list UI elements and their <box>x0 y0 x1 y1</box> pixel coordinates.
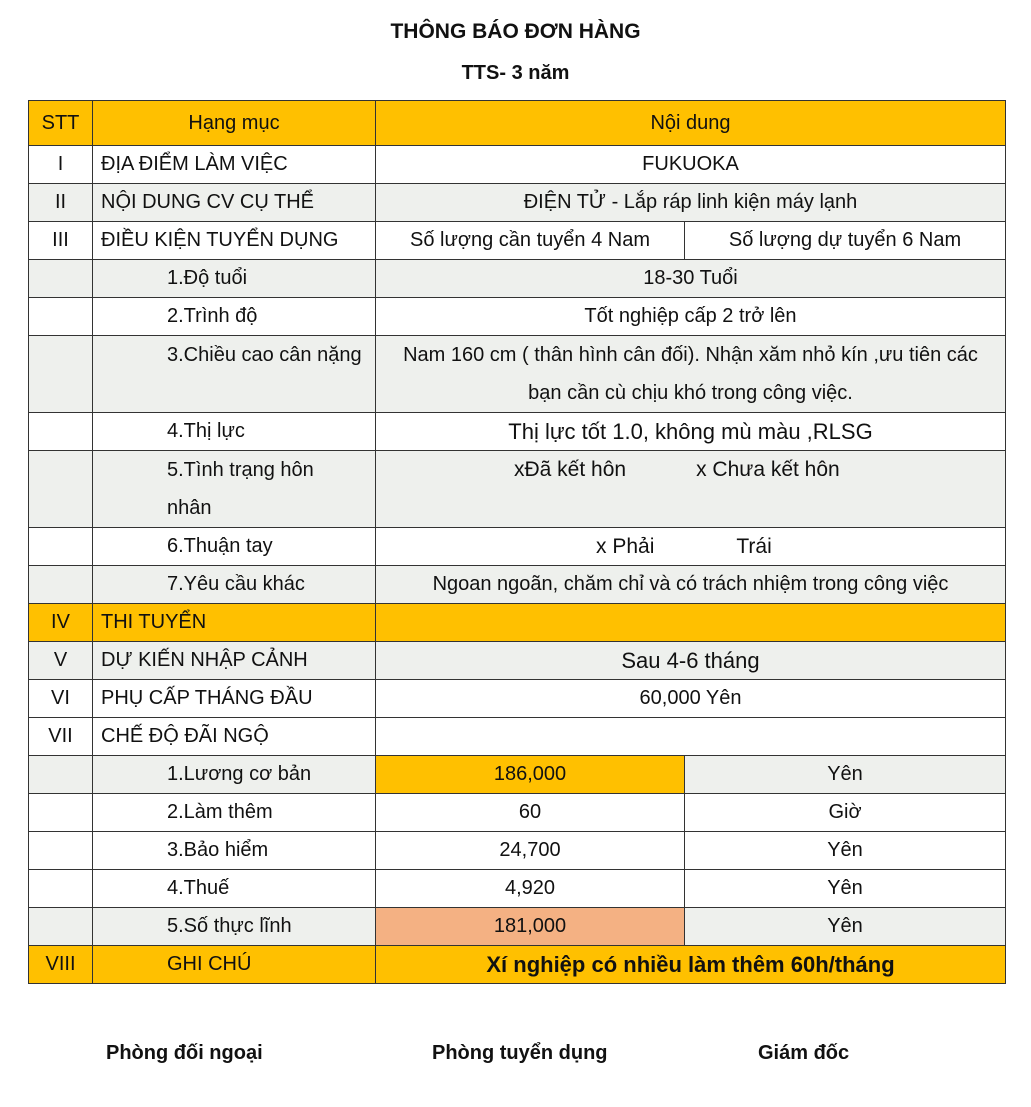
row-content: Nam 160 cm ( thân hình cân đối). Nhận xăm nhỏ kín ,ưu tiên các bạn cần cù chịu khó trong công việc. <box>376 336 1006 413</box>
row-stt: IV <box>29 604 93 642</box>
document-subtitle: TTS- 3 năm <box>461 62 570 84</box>
row-stt: VI <box>29 680 93 718</box>
salary-item: 5.Số thực lĩnh <box>93 908 376 946</box>
row-item: 1.Độ tuổi <box>93 260 376 298</box>
document-title: THÔNG BÁO ĐƠN HÀNG <box>390 20 641 43</box>
row-item: NỘI DUNG CV CỤ THỂ <box>93 184 376 222</box>
row-content: Xí nghiệp có nhiều làm thêm 60h/tháng <box>376 946 1006 984</box>
row-item: THI TUYỂN <box>93 604 376 642</box>
salary-unit: Yên <box>685 756 1006 794</box>
row-stt: II <box>29 184 93 222</box>
salary-value: 60 <box>376 794 685 832</box>
row-content: 18-30 Tuổi <box>376 260 1006 298</box>
table-row <box>29 528 1006 566</box>
salary-row <box>29 832 1006 870</box>
row-content: Sau 4-6 tháng <box>376 642 1006 680</box>
salary-row <box>29 794 1006 832</box>
salary-item: 2.Làm thêm <box>93 794 376 832</box>
row-content-2: Số lượng dự tuyển 6 Nam <box>685 222 1006 260</box>
salary-item: 3.Bảo hiểm <box>93 832 376 870</box>
table-row <box>29 680 1006 718</box>
salary-row <box>29 756 1006 794</box>
table-row <box>29 604 1006 642</box>
salary-item: 4.Thuế <box>93 870 376 908</box>
row-item: 3.Chiều cao cân nặng <box>93 336 376 413</box>
signature-recruitment: Phòng tuyển dụng <box>432 1042 608 1064</box>
row-item: PHỤ CẤP THÁNG ĐẦU <box>93 680 376 718</box>
header-stt: STT <box>29 101 93 146</box>
row-item: 6.Thuận tay <box>93 528 376 566</box>
table-row <box>29 451 1006 528</box>
row-item: CHẾ ĐỘ ĐÃI NGỘ <box>93 718 376 756</box>
salary-value: 4,920 <box>376 870 685 908</box>
salary-unit: Yên <box>685 832 1006 870</box>
row-content: ĐIỆN TỬ - Lắp ráp linh kiện máy lạnh <box>376 184 1006 222</box>
salary-row <box>29 908 1006 946</box>
order-table <box>28 100 1006 984</box>
table-row <box>29 298 1006 336</box>
married-option: xĐã kết hôn <box>514 458 627 481</box>
salary-row <box>29 870 1006 908</box>
row-item: 7.Yêu cầu khác <box>93 566 376 604</box>
row-content: Thị lực tốt 1.0, không mù màu ,RLSG <box>376 413 1006 451</box>
row-stt: I <box>29 146 93 184</box>
salary-value: 24,700 <box>376 832 685 870</box>
row-item: 2.Trình độ <box>93 298 376 336</box>
salary-value: 186,000 <box>376 756 685 794</box>
salary-unit: Giờ <box>685 794 1006 832</box>
table-row <box>29 184 1006 222</box>
salary-unit: Yên <box>685 908 1006 946</box>
row-item: 4.Thị lực <box>93 413 376 451</box>
row-content: FUKUOKA <box>376 146 1006 184</box>
row-content: Tốt nghiệp cấp 2 trở lên <box>376 298 1006 336</box>
row-content: Ngoan ngoãn, chăm chỉ và có trách nhiệm trong công việc <box>376 566 1006 604</box>
salary-item: 1.Lương cơ bản <box>93 756 376 794</box>
row-stt: VIII <box>29 946 93 984</box>
table-row <box>29 566 1006 604</box>
table-row <box>29 260 1006 298</box>
row-stt: V <box>29 642 93 680</box>
table-row <box>29 146 1006 184</box>
row-stt: III <box>29 222 93 260</box>
table-row <box>29 642 1006 680</box>
row-stt: VII <box>29 718 93 756</box>
row-content-1: Số lượng cần tuyển 4 Nam <box>376 222 685 260</box>
row-item: ĐIỀU KIỆN TUYỂN DỤNG <box>93 222 376 260</box>
signature-director: Giám đốc <box>758 1042 850 1064</box>
left-hand-option: Trái <box>736 534 772 558</box>
table-row <box>29 718 1006 756</box>
table-row <box>29 222 1006 260</box>
table-row <box>29 946 1006 984</box>
table-row <box>29 413 1006 451</box>
salary-unit: Yên <box>685 870 1006 908</box>
row-item: GHI CHÚ <box>93 946 376 984</box>
header-content: Nội dung <box>376 101 1006 146</box>
right-hand-option: x Phải <box>596 534 655 558</box>
table-header <box>29 101 1006 146</box>
single-option: x Chưa kết hôn <box>696 458 840 481</box>
row-content: 60,000 Yên <box>376 680 1006 718</box>
header-item: Hạng mục <box>93 101 376 146</box>
row-item: DỰ KIẾN NHẬP CẢNH <box>93 642 376 680</box>
salary-value: 181,000 <box>376 908 685 946</box>
signature-foreign-affairs: Phòng đối ngoại <box>106 1042 263 1064</box>
row-item: 5.Tình trạng hôn nhân <box>93 451 376 528</box>
table-row <box>29 336 1006 413</box>
row-item: ĐỊA ĐIỂM LÀM VIỆC <box>93 146 376 184</box>
